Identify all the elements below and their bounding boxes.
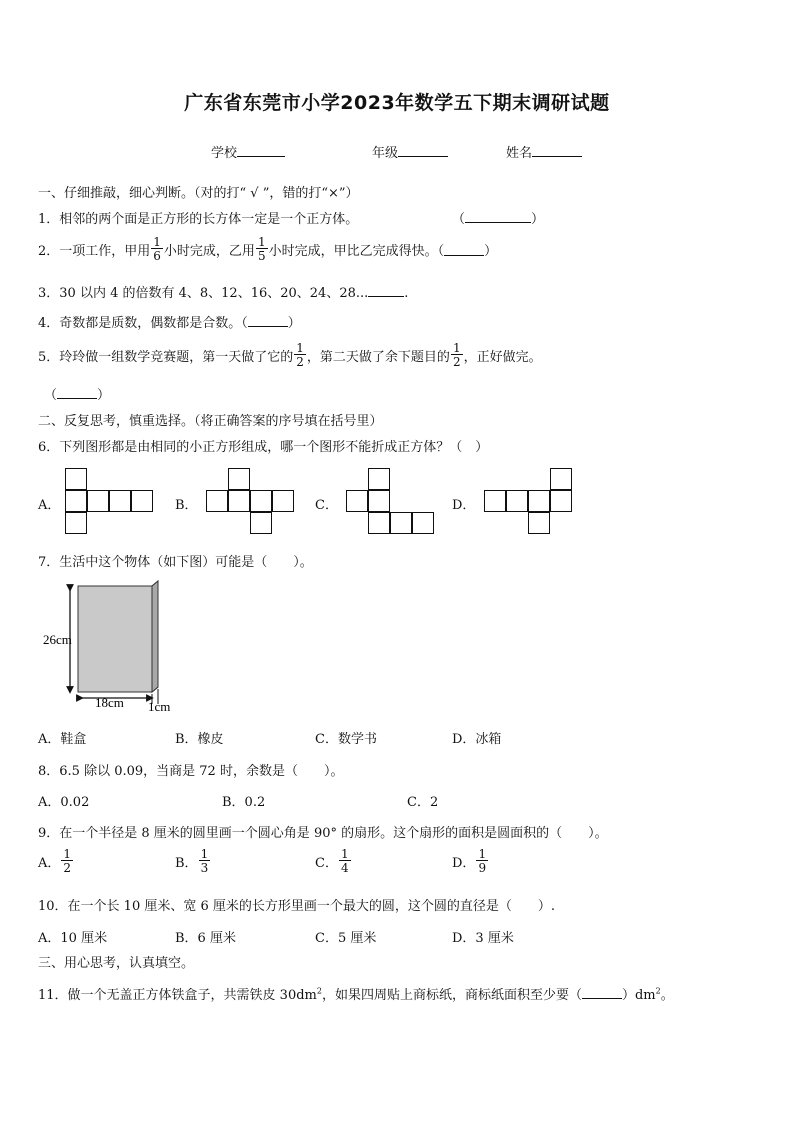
depth-label: 1cm: [148, 699, 171, 714]
paren-left: （: [452, 212, 466, 227]
question-5-text-b: ，第二天做了余下题目的: [306, 349, 450, 365]
question-6-option-c[interactable]: C．: [315, 498, 338, 513]
period: .: [404, 286, 409, 301]
fraction-option: $\frac{1}{2}$: [63, 847, 72, 875]
paren-left: （: [44, 388, 58, 403]
question-1: [38, 208, 358, 227]
section-3-heading: 三、用心思考，认真填空。: [38, 956, 195, 971]
question-2-text-a: 2．一项工作，甲用: [38, 243, 151, 259]
question-10-text: 10．在一个长 10 厘米、宽 6 厘米的长方形里画一个最大的圆，这个圆的直径是（ ）.: [38, 899, 556, 914]
paren-right: ）: [287, 316, 301, 331]
question-5-text-c: ，正好做完。: [463, 349, 542, 365]
section-2-heading: 二、反复思考，慎重选择。（将正确答案的序号填在括号里）: [38, 414, 383, 429]
question-6-option-b[interactable]: B．: [175, 498, 198, 513]
question-7-option-d[interactable]: D．冰箱: [452, 732, 502, 747]
question-2-text-b: 小时完成，乙用: [163, 243, 255, 259]
grade-label: 年级: [372, 146, 399, 161]
question-7-option-c[interactable]: C．数学书: [315, 732, 377, 747]
school-label: 学校: [211, 146, 238, 161]
question-11: [38, 984, 674, 1003]
section-1-heading: 一、仔细推敲，细心判断。（对的打“ √ ”，错的打“×”）: [38, 186, 359, 201]
fraction-option: $\frac{1}{3}$: [200, 847, 209, 875]
question-11-answer[interactable]: [582, 986, 622, 999]
question-5-text-a: 5．玲玲做一组数学竞赛题，第一天做了它的: [38, 349, 294, 365]
question-1-text: 1．相邻的两个面是正方形的长方体一定是一个正方体。: [38, 212, 359, 227]
question-1-answer[interactable]: [452, 208, 544, 227]
question-2-answer[interactable]: [444, 243, 484, 256]
height-label: 26cm: [43, 632, 72, 647]
question-10-option-c[interactable]: C．5 厘米: [315, 931, 377, 946]
superscript: 2: [655, 986, 661, 996]
question-5-answer[interactable]: [44, 384, 110, 403]
question-8-text: 8．6.5 除以 0.09，当商是 72 时，余数是（ ）。: [38, 764, 344, 779]
period: 。: [660, 988, 674, 1003]
book-figure: [40, 580, 190, 715]
fraction-option: $\frac{1}{4}$: [340, 847, 349, 875]
question-6-option-d[interactable]: D．: [452, 498, 476, 513]
option-label: C．: [315, 855, 338, 871]
paren-right: ）: [531, 212, 545, 227]
name-field[interactable]: [506, 142, 582, 161]
question-2-text-c: 小时完成，甲比乙完成得快。（: [268, 243, 445, 259]
grade-field[interactable]: [372, 142, 448, 161]
question-4-text: 4．奇数都是质数，偶数都是合数。（: [38, 316, 248, 331]
question-11-text-a: 11．做一个无盖正方体铁盒子，共需铁皮 30dm: [38, 988, 317, 1003]
question-9-option-a[interactable]: [38, 848, 74, 874]
paren-right: ）: [484, 243, 498, 259]
question-9-text: 9．在一个半径是 8 厘米的圆里画一个圆心角是 90° 的扇形。这个扇形的面积是圆面积的（ ）。: [38, 826, 608, 841]
question-9-option-d[interactable]: [452, 848, 489, 874]
question-9-option-c[interactable]: [315, 848, 352, 874]
question-11-text-c: ）dm: [621, 988, 656, 1003]
question-3: [38, 282, 408, 301]
question-9-option-b[interactable]: [175, 848, 211, 874]
question-4: [38, 312, 301, 331]
question-6-option-a[interactable]: A．: [38, 498, 61, 513]
question-10-option-a[interactable]: A．10 厘米: [38, 931, 108, 946]
fraction-one-fifth: $\frac{1}{5}$: [257, 235, 266, 263]
paren-right: ）: [97, 388, 111, 403]
book-body: [78, 581, 158, 692]
question-8-option-b[interactable]: B．0.2: [222, 795, 266, 810]
question-2: [38, 236, 497, 262]
option-label: D．: [452, 855, 476, 871]
book-spine: [152, 581, 158, 692]
question-10-option-b[interactable]: B．6 厘米: [175, 931, 236, 946]
question-10-option-d[interactable]: D．3 厘米: [452, 931, 514, 946]
question-8-option-c[interactable]: C．2: [407, 795, 439, 810]
question-8-option-a[interactable]: A．0.02: [38, 795, 90, 810]
question-7-option-b[interactable]: B．橡皮: [175, 732, 224, 747]
question-11-text-b: ，如果四周贴上商标纸，商标纸面积至少要（: [321, 988, 582, 1003]
fraction-one-half-2: $\frac{1}{2}$: [452, 341, 461, 369]
width-label: 18cm: [95, 695, 124, 710]
fraction-option: $\frac{1}{9}$: [478, 847, 487, 875]
option-label: B．: [175, 855, 198, 871]
question-4-answer[interactable]: [248, 314, 288, 327]
question-3-answer[interactable]: [368, 284, 404, 297]
fraction-one-half: $\frac{1}{2}$: [296, 341, 304, 369]
question-3-text: 3．30 以内 4 的倍数有 4、8、12、16、20、24、28...: [38, 286, 369, 301]
question-7-text: 7．生活中这个物体（如下图）可能是（ ）。: [38, 555, 313, 570]
page-title: 广东省东莞市小学2023年数学五下期末调研试题: [184, 92, 610, 114]
name-label: 姓名: [506, 146, 533, 161]
fraction-one-sixth: $\frac{1}{6}$: [153, 235, 161, 263]
question-6-text: 6．下列图形都是由相同的小正方形组成，哪一个图形不能折成正方体？（ ）: [38, 440, 489, 455]
school-field[interactable]: [211, 142, 285, 161]
superscript: 2: [316, 986, 322, 996]
question-7-option-a[interactable]: A．鞋盒: [38, 732, 87, 747]
question-5: [38, 342, 542, 368]
option-label: A．: [38, 855, 61, 871]
